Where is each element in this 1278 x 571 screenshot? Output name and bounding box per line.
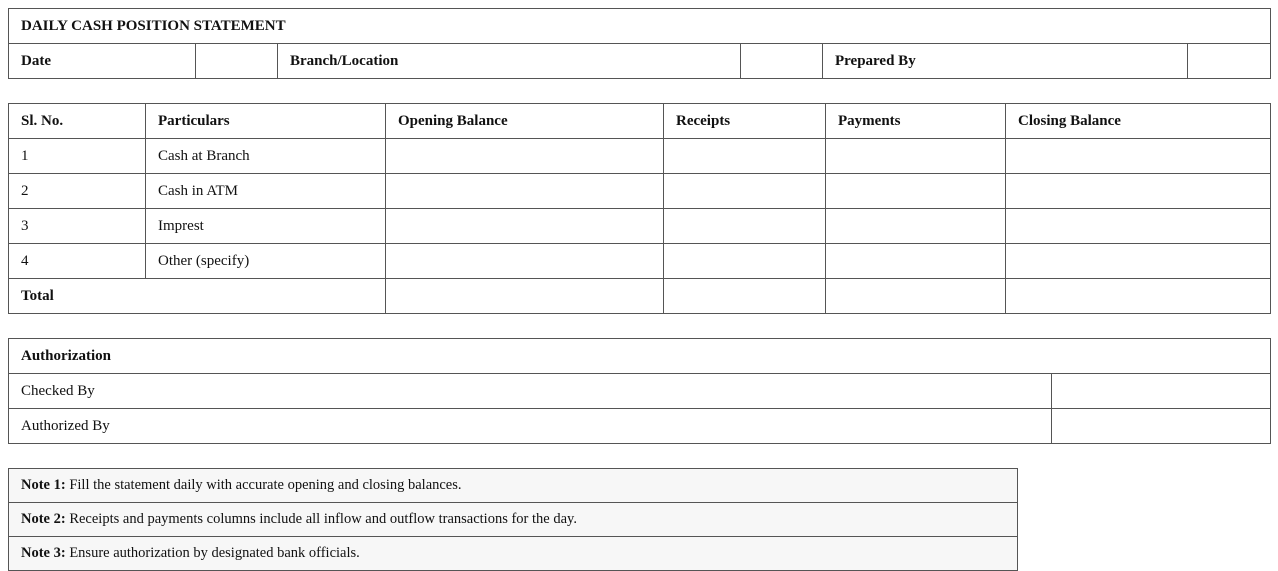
table-row: [9, 244, 1271, 279]
closing-balance-cell[interactable]: [1006, 244, 1271, 279]
authorization-table: [8, 338, 1271, 444]
receipts-cell[interactable]: [664, 174, 826, 209]
note-text: Fill the statement daily with accurate opening and closing balances.: [69, 477, 462, 493]
table-row: [9, 209, 1271, 244]
authorized-by-field[interactable]: [1052, 409, 1271, 444]
cash-position-table: [8, 103, 1271, 314]
table-header-row: [9, 104, 1271, 139]
branch-location-field[interactable]: [741, 44, 823, 79]
note-label: Note 3:: [21, 545, 66, 561]
note-label: Note 1:: [21, 477, 66, 493]
prepared-by-field[interactable]: [1188, 44, 1271, 79]
payments-cell[interactable]: [826, 244, 1006, 279]
note-item: [9, 537, 1018, 571]
receipts-cell[interactable]: [664, 244, 826, 279]
branch-location-label: Branch/Location: [278, 44, 741, 79]
column-header-opening-balance: Opening Balance: [386, 104, 664, 139]
note-item: [9, 469, 1018, 503]
checked-by-label: Checked By: [9, 374, 1052, 409]
table-row: [9, 174, 1271, 209]
opening-balance-cell[interactable]: [386, 174, 664, 209]
date-label: Date: [9, 44, 196, 79]
note-label: Note 2:: [21, 511, 66, 527]
total-receipts-cell[interactable]: [664, 279, 826, 314]
column-header-particulars: Particulars: [146, 104, 386, 139]
receipts-cell[interactable]: [664, 139, 826, 174]
payments-cell[interactable]: [826, 209, 1006, 244]
column-header-payments: Payments: [826, 104, 1006, 139]
total-closing-balance-cell[interactable]: [1006, 279, 1271, 314]
closing-balance-cell[interactable]: [1006, 174, 1271, 209]
authorized-by-label: Authorized By: [9, 409, 1052, 444]
table-row: [9, 139, 1271, 174]
sl-no-cell: 3: [9, 209, 146, 244]
statement-header-table: [8, 8, 1271, 79]
note-text: Ensure authorization by designated bank officials.: [69, 545, 360, 561]
payments-cell[interactable]: [826, 174, 1006, 209]
notes-table: [8, 468, 1018, 571]
sl-no-cell: 4: [9, 244, 146, 279]
opening-balance-cell[interactable]: [386, 244, 664, 279]
receipts-cell[interactable]: [664, 209, 826, 244]
authorization-title: Authorization: [9, 339, 1271, 374]
opening-balance-cell[interactable]: [386, 209, 664, 244]
particulars-cell: Imprest: [146, 209, 386, 244]
opening-balance-cell[interactable]: [386, 139, 664, 174]
checked-by-field[interactable]: [1052, 374, 1271, 409]
closing-balance-cell[interactable]: [1006, 139, 1271, 174]
statement-title: DAILY CASH POSITION STATEMENT: [9, 9, 1271, 44]
particulars-cell: Cash in ATM: [146, 174, 386, 209]
sl-no-cell: 2: [9, 174, 146, 209]
prepared-by-label: Prepared By: [823, 44, 1188, 79]
closing-balance-cell[interactable]: [1006, 209, 1271, 244]
particulars-cell: Other (specify): [146, 244, 386, 279]
total-opening-balance-cell[interactable]: [386, 279, 664, 314]
note-text: Receipts and payments columns include all inflow and outflow transactions for the day.: [69, 511, 577, 527]
total-label: Total: [9, 279, 386, 314]
column-header-sl-no: Sl. No.: [9, 104, 146, 139]
column-header-closing-balance: Closing Balance: [1006, 104, 1271, 139]
note-item: [9, 503, 1018, 537]
total-row: [9, 279, 1271, 314]
sl-no-cell: 1: [9, 139, 146, 174]
column-header-receipts: Receipts: [664, 104, 826, 139]
particulars-cell: Cash at Branch: [146, 139, 386, 174]
payments-cell[interactable]: [826, 139, 1006, 174]
date-field[interactable]: [196, 44, 278, 79]
total-payments-cell[interactable]: [826, 279, 1006, 314]
